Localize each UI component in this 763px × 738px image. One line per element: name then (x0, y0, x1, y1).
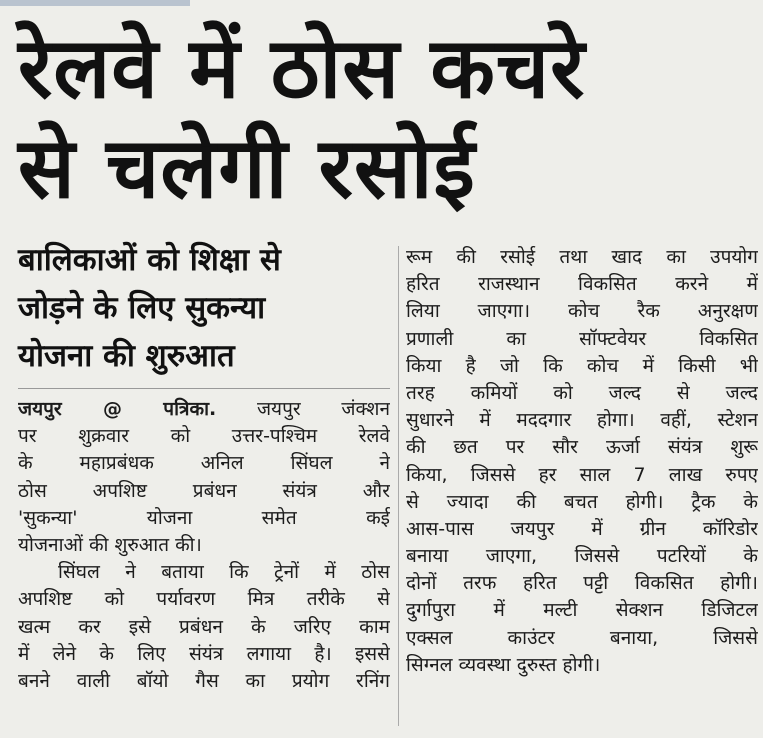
text-line: से ज्यादा की बचत होगी। ट्रैक के (406, 490, 758, 513)
text-line: रूम की रसोई तथा खाद का उपयोग (406, 246, 758, 268)
text-line: तरह कमियों को जल्द से जल्द (406, 381, 758, 404)
text-line: हरित राजस्थान विकसित करने में (406, 273, 758, 296)
headline-line-1: रेलवे में ठोस कचरे (18, 19, 586, 117)
subhead-line-1: बालिकाओं को शिक्षा से (18, 242, 281, 278)
text-line: सिंघल ने बताया कि ट्रेनों में ठोस (58, 561, 390, 584)
text-line: बनाया जाएगा, जिससे पटरियों के (406, 545, 758, 568)
article-column-2 (406, 244, 758, 679)
text-line: खत्म कर इसे प्रबंधन के जरिए काम (18, 615, 390, 638)
text-line: सिग्नल व्यवस्था दुरुस्त होगी। (406, 653, 601, 676)
text-line: दोनों तरफ हरित पट्टी विकसित होगी। (406, 572, 758, 595)
subhead-line-2: जोड़ने के लिए सुकन्या (18, 290, 266, 326)
text-line: पर शुक्रवार को उत्तर-पश्चिम रेलवे (18, 425, 390, 448)
article-column-1 (18, 396, 390, 695)
headline-line-2: से चलेगी रसोई (18, 119, 476, 217)
subhead-divider (18, 388, 390, 389)
column-divider (398, 246, 399, 726)
text-line: लिया जाएगा। कोच रैक अनुरक्षण (406, 300, 758, 323)
text-line: में लेने के लिए संयंत्र लगाया है। इससे (18, 642, 390, 665)
text-line: बनने वाली बॉयो गैस का प्रयोग रनिंग (18, 669, 390, 692)
text-line: दुर्गापुरा में मल्टी सेक्शन डिजिटल (406, 599, 758, 622)
top-edge-strip (0, 0, 190, 6)
dateline: जयपुर @ पत्रिका. (18, 398, 217, 420)
text-line: अपशिष्ट को पर्यावरण मित्र तरीके से (18, 588, 390, 611)
text-line: के महाप्रबंधक अनिल सिंघल ने (18, 452, 390, 475)
text-line: की छत पर सौर ऊर्जा संयंत्र शुरू (406, 436, 758, 459)
text-line: सुधारने में मददगार होगा। वहीं, स्टेशन (406, 409, 758, 432)
text-line-fragment: जयपुर जंक्शन (216, 398, 390, 420)
subheadline (18, 236, 388, 380)
text-line: आस-पास जयपुर में ग्रीन कॉरिडोर (406, 517, 758, 540)
text-line: ठोस अपशिष्ट प्रबंधन संयंत्र और (18, 479, 390, 502)
text-line: किया, जिससे हर साल 7 लाख रुपए (406, 463, 758, 486)
headline (18, 18, 758, 218)
text-line: 'सुकन्या' योजना समेत कई (18, 506, 390, 529)
text-line: एक्सल काउंटर बनाया, जिससे (406, 626, 758, 649)
text-line: किया है जो कि कोच में किसी भी (406, 354, 758, 377)
subhead-line-3: योजना की शुरुआत (18, 338, 235, 374)
text-line: योजनाओं की शुरुआत की। (18, 533, 202, 556)
text-line: प्रणाली का सॉफ्टवेयर विकसित (406, 327, 758, 350)
text-line (18, 396, 390, 423)
